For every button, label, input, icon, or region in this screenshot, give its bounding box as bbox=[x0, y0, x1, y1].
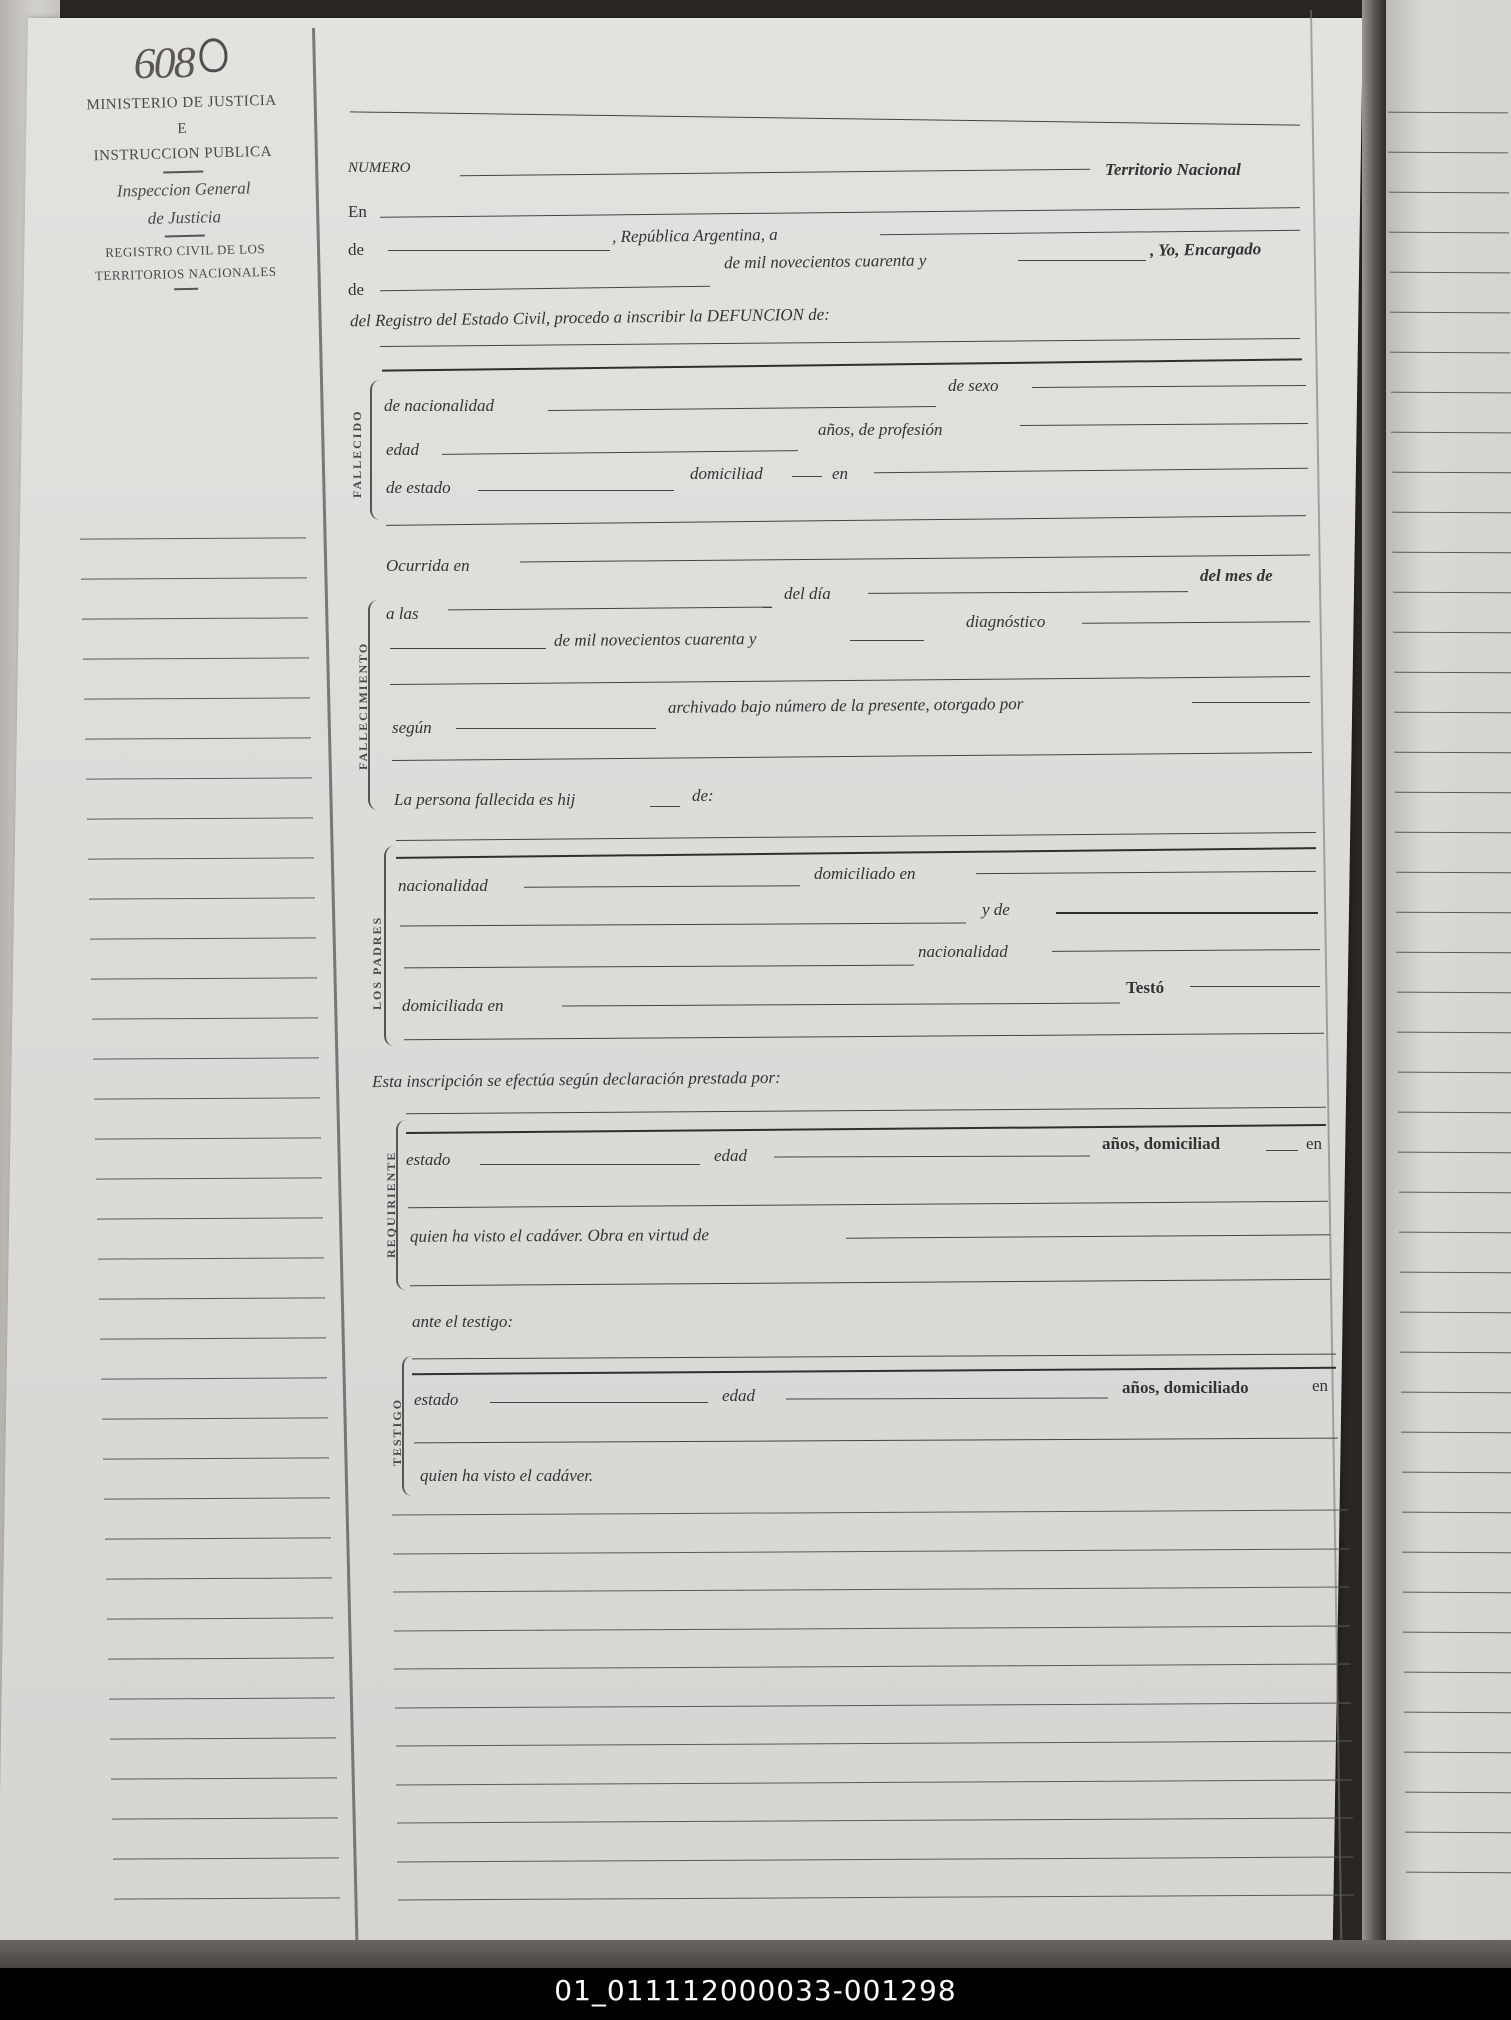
fallecimiento-side-label: FALLECIMIENTO bbox=[356, 641, 370, 770]
diagnostico-label: diagnóstico bbox=[966, 612, 1046, 631]
stub-ministry-1: MINISTERIO DE JUSTICIA bbox=[86, 92, 277, 114]
en-decl-label: en bbox=[1306, 1134, 1323, 1153]
stub-divider-dash bbox=[163, 170, 203, 173]
hijo-suffix-field[interactable] bbox=[650, 806, 680, 807]
stub-registry-2: TERRITORIOS NACIONALES bbox=[94, 263, 277, 283]
estado-label: de estado bbox=[386, 478, 451, 497]
testo-label: Testó bbox=[1126, 978, 1165, 997]
sexo-label: de sexo bbox=[948, 376, 999, 395]
encargado-label: , Yo, Encargado bbox=[1149, 239, 1262, 260]
stub-inspection-1: Inspeccion General bbox=[116, 177, 251, 201]
del-dia-label: del día bbox=[784, 584, 831, 603]
declaracion-intro: Esta inscripción se efectúa según declaración prestada por: bbox=[371, 1067, 781, 1092]
domiciliad-suffix-field[interactable] bbox=[792, 476, 822, 477]
estado-field[interactable] bbox=[478, 490, 674, 491]
anos-dom-decl-label: años, domiciliad bbox=[1102, 1134, 1221, 1153]
otorgado-field[interactable] bbox=[1192, 702, 1310, 703]
de-label-1: de bbox=[348, 240, 365, 259]
stub-divider-dash bbox=[165, 234, 205, 237]
domiciliada-en-label: domiciliada en bbox=[402, 996, 504, 1015]
segun-label: según bbox=[392, 718, 432, 737]
y-de-label: y de bbox=[982, 900, 1010, 919]
stub-divider-dash bbox=[174, 288, 198, 291]
hijo-de-label: de: bbox=[692, 786, 714, 805]
de-label-2: de bbox=[348, 280, 365, 299]
dom-suffix-decl-field[interactable] bbox=[1266, 1150, 1298, 1151]
stub-number-row bbox=[60, 34, 301, 91]
mes-field[interactable] bbox=[390, 648, 546, 649]
testigo-intro: ante el testigo: bbox=[412, 1312, 514, 1331]
year-field-2[interactable] bbox=[850, 640, 924, 641]
fallecido-side-label: FALLECIDO bbox=[350, 409, 364, 498]
stub-ministry-3: INSTRUCCION PUBLICA bbox=[93, 143, 273, 165]
testigo-side-label: TESTIGO bbox=[390, 1397, 404, 1466]
coat-of-arms-icon bbox=[199, 38, 228, 73]
en-label-fall: en bbox=[832, 464, 849, 483]
en-label: En bbox=[348, 202, 367, 221]
madre-field[interactable] bbox=[1056, 912, 1318, 914]
republica-label: , República Argentina, a bbox=[611, 224, 778, 247]
nacionalidad-label: de nacionalidad bbox=[384, 396, 495, 415]
edad-test-label: edad bbox=[722, 1386, 756, 1405]
stub-number: 608 bbox=[133, 37, 195, 89]
stub-ministry-2: E bbox=[177, 120, 188, 137]
estado-decl-field[interactable] bbox=[480, 1164, 700, 1165]
estado-test-field[interactable] bbox=[490, 1402, 708, 1403]
archivado-label: archivado bajo número de la presente, otorgado por bbox=[667, 694, 1024, 717]
edad-decl-label: edad bbox=[714, 1146, 748, 1165]
testo-field[interactable] bbox=[1190, 986, 1320, 987]
domiciliad-label: domiciliad bbox=[690, 464, 763, 483]
mil-novecientos-label: de mil novecientos cuarenta y bbox=[723, 250, 927, 273]
year-field[interactable] bbox=[1018, 260, 1146, 261]
stub-header bbox=[60, 34, 306, 299]
mil-novecientos-label-2: de mil novecientos cuarenta y bbox=[553, 629, 757, 650]
estado-decl-label: estado bbox=[406, 1150, 451, 1169]
territorio-label: Territorio Nacional bbox=[1105, 160, 1241, 179]
del-mes-label: del mes de bbox=[1200, 566, 1273, 585]
brace bbox=[384, 846, 394, 1046]
intro-text: del Registro del Estado Civil, procedo a inscribir la DEFUNCION de: bbox=[349, 304, 830, 331]
numero-label: NUMERO bbox=[348, 160, 411, 176]
quien-test-label: quien ha visto el cadáver. bbox=[420, 1466, 594, 1485]
brace bbox=[370, 380, 380, 520]
day-field[interactable] bbox=[388, 250, 610, 251]
declarante-side-label: REQUIRIENTE bbox=[384, 1150, 398, 1258]
nacionalidad-madre-label: nacionalidad bbox=[918, 942, 1008, 961]
edad-label: edad bbox=[386, 440, 420, 459]
a-las-label: a las bbox=[386, 604, 419, 623]
en-test-label: en bbox=[1312, 1376, 1329, 1395]
stub-registry-1: REGISTRO CIVIL DE LOS bbox=[105, 240, 266, 260]
hijo-label: La persona fallecida es hij bbox=[394, 790, 576, 809]
nacionalidad-padre-label: nacionalidad bbox=[398, 876, 488, 895]
ocurrida-label: Ocurrida en bbox=[386, 556, 470, 575]
book-bottom-edge bbox=[0, 1940, 1511, 1968]
quien-decl-label: quien ha visto el cadáver. Obra en virtud de bbox=[409, 1225, 709, 1246]
image-caption: 01_011112000033-001298 bbox=[554, 1974, 957, 2007]
segun-field[interactable] bbox=[456, 728, 656, 729]
book-gutter bbox=[1362, 0, 1386, 1968]
stub-inspection-2: de Justicia bbox=[147, 206, 222, 228]
padres-side-label: LOS PADRES bbox=[370, 915, 384, 1010]
estado-test-label: estado bbox=[414, 1390, 459, 1409]
anos-dom-test-label: años, domiciliado bbox=[1122, 1378, 1249, 1397]
profesion-label: años, de profesión bbox=[818, 420, 943, 439]
domiciliado-en-label: domiciliado en bbox=[814, 864, 916, 883]
